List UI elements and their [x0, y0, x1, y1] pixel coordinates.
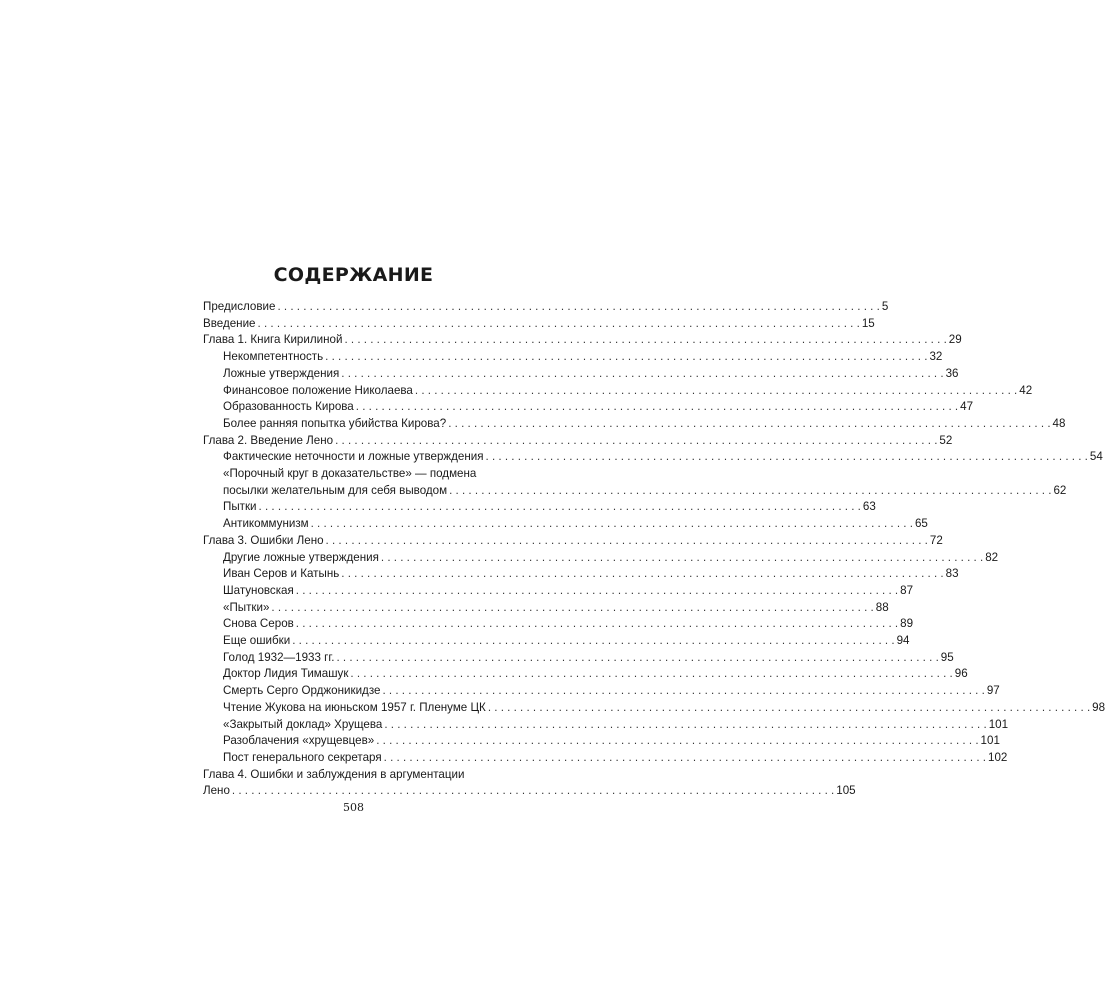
- toc-entry-label: Чтение Жукова на июньском 1957 г. Пленуме ЦК: [223, 700, 486, 714]
- page-title: СОДЕРЖАНИЕ: [273, 264, 434, 286]
- toc-entry-label: «Закрытый доклад» Хрущева: [223, 717, 383, 731]
- toc-dot-leader: [258, 316, 860, 333]
- toc-entry-page: 42: [1019, 383, 1033, 397]
- toc-entry[interactable]: [203, 416, 1066, 433]
- toc-entry[interactable]: [203, 349, 943, 366]
- toc-dot-leader: [381, 550, 983, 567]
- toc-entry-label: Предисловие: [203, 300, 276, 313]
- toc-dot-leader: [296, 616, 898, 633]
- toc-entry-page: 63: [862, 500, 876, 514]
- toc-entry-label: Голод 1932—1933 гг.: [223, 650, 335, 664]
- table-of-contents: [203, 299, 1105, 800]
- toc-dot-leader: [356, 399, 958, 416]
- toc-dot-leader: [232, 783, 834, 800]
- toc-dot-leader: [376, 733, 978, 750]
- toc-entry-label: Снова Серов: [223, 617, 294, 631]
- toc-entry[interactable]: [203, 566, 959, 583]
- toc-entry-label: Шатуновская: [223, 583, 294, 597]
- toc-dot-leader: [341, 566, 943, 583]
- toc-entry[interactable]: [203, 366, 959, 383]
- page-number: 508: [343, 801, 364, 814]
- toc-entry-label: Фактические неточности и ложные утверждения: [223, 450, 484, 464]
- toc-dot-leader: [296, 583, 898, 600]
- toc-entry-page: 97: [986, 684, 1000, 698]
- toc-entry[interactable]: [203, 683, 1000, 700]
- toc-entry-label: Пост генерального секретаря: [223, 750, 382, 764]
- toc-entry[interactable]: [203, 767, 525, 784]
- toc-entry-page: 54: [1089, 450, 1103, 464]
- toc-dot-leader: [382, 683, 984, 700]
- toc-entry-page: 89: [900, 617, 914, 631]
- toc-entry[interactable]: [203, 499, 876, 516]
- toc-entry-label: Введение: [203, 316, 256, 330]
- toc-dot-leader: [335, 433, 937, 450]
- toc-entry-page: 48: [1052, 416, 1066, 430]
- toc-entry-page: 82: [985, 550, 999, 564]
- toc-entry-page: 98: [1092, 700, 1105, 714]
- toc-entry[interactable]: [203, 466, 525, 483]
- toc-entry-label: Образованность Кирова: [223, 400, 354, 414]
- toc-entry[interactable]: [203, 717, 1009, 734]
- toc-entry-label: Глава 3. Ошибки Лено: [203, 533, 324, 547]
- toc-entry-label: Более ранняя попытка убийства Кирова?: [223, 416, 447, 430]
- toc-entry[interactable]: [203, 483, 1067, 500]
- toc-entry-page: 5: [881, 300, 889, 313]
- toc-entry-page: 72: [929, 533, 943, 547]
- toc-entry[interactable]: [203, 433, 953, 450]
- toc-entry-page: 96: [954, 667, 968, 681]
- toc-entry-page: 52: [939, 433, 953, 447]
- toc-entry-page: 101: [988, 717, 1009, 731]
- toc-entry-page: 87: [900, 583, 914, 597]
- toc-dot-leader: [488, 700, 1090, 717]
- toc-entry-page: 15: [861, 316, 875, 330]
- toc-entry-page: 88: [875, 600, 889, 614]
- toc-entry[interactable]: [203, 616, 914, 633]
- toc-entry[interactable]: [203, 516, 928, 533]
- toc-entry[interactable]: [203, 449, 1103, 466]
- toc-entry-page: 95: [940, 650, 954, 664]
- toc-entry-page: 83: [945, 567, 959, 581]
- toc-entry-label: Смерть Серго Орджоникидзе: [223, 684, 381, 698]
- toc-entry-label: Пытки: [223, 500, 257, 514]
- toc-dot-leader: [325, 349, 927, 366]
- toc-entry[interactable]: [203, 700, 1105, 717]
- toc-entry[interactable]: [203, 650, 954, 667]
- toc-entry-label: Глава 1. Книга Кирилиной: [203, 333, 343, 347]
- toc-entry-label: Глава 4. Ошибки и заблуждения в аргументации: [203, 767, 465, 781]
- toc-dot-leader: [415, 383, 1017, 400]
- toc-dot-leader: [326, 533, 928, 550]
- toc-entry-page: 32: [929, 350, 943, 364]
- toc-entry[interactable]: [203, 316, 875, 333]
- toc-entry[interactable]: [203, 633, 910, 650]
- toc-entry-page: 36: [945, 366, 959, 380]
- toc-entry-page: 47: [960, 400, 974, 414]
- toc-entry-page: 105: [836, 784, 856, 798]
- toc-entry-label: Финансовое положение Николаева: [223, 383, 413, 397]
- toc-dot-leader: [277, 299, 879, 316]
- toc-entry[interactable]: [203, 332, 962, 349]
- toc-entry[interactable]: [203, 383, 1033, 400]
- toc-entry[interactable]: [203, 750, 1008, 767]
- toc-entry-page: 62: [1053, 483, 1067, 497]
- toc-entry-label: посылки желательным для себя выводом: [223, 483, 448, 497]
- toc-dot-leader: [311, 516, 913, 533]
- toc-dot-leader: [449, 483, 1051, 500]
- toc-entry-label: Разоблачения «хрущевцев»: [223, 734, 375, 748]
- toc-entry-label: Другие ложные утверждения: [223, 550, 379, 564]
- toc-dot-leader: [292, 633, 894, 650]
- toc-entry[interactable]: [203, 399, 974, 416]
- toc-entry-page: 29: [948, 333, 962, 347]
- toc-dot-leader: [259, 499, 861, 516]
- toc-entry-label: Доктор Лидия Тимашук: [223, 667, 349, 681]
- toc-dot-leader: [384, 750, 986, 767]
- toc-dot-leader: [271, 600, 873, 617]
- toc-entry[interactable]: [203, 583, 914, 600]
- toc-entry-label: Некомпетентность: [223, 350, 324, 364]
- toc-dot-leader: [448, 416, 1050, 433]
- toc-entry-page: 94: [896, 634, 910, 648]
- toc-entry-label: Еще ошибки: [223, 634, 291, 648]
- toc-entry-label: «Пытки»: [223, 600, 270, 614]
- toc-dot-leader: [336, 650, 938, 667]
- toc-entry-label: Антикоммунизм: [223, 517, 309, 531]
- toc-dot-leader: [350, 666, 952, 683]
- toc-entry-label: Иван Серов и Катынь: [223, 567, 340, 581]
- toc-entry-page: 102: [988, 750, 1008, 764]
- toc-entry-label: Ложные утверждения: [223, 366, 340, 380]
- toc-entry[interactable]: [203, 299, 889, 316]
- toc-entry-label: Глава 2. Введение Лено: [203, 433, 334, 447]
- toc-entry[interactable]: [203, 783, 856, 800]
- toc-dot-leader: [341, 366, 943, 383]
- toc-dot-leader: [486, 449, 1088, 466]
- toc-dot-leader: [344, 332, 946, 349]
- toc-dot-leader: [384, 717, 986, 734]
- toc-entry-page: 65: [914, 517, 928, 531]
- toc-entry-label: «Порочный круг в доказательстве» — подмена: [223, 467, 477, 481]
- toc-entry-label: Лено: [203, 784, 230, 798]
- toc-entry[interactable]: [203, 550, 999, 567]
- toc-entry[interactable]: [203, 666, 968, 683]
- toc-entry-page: 101: [980, 734, 1000, 748]
- toc-entry[interactable]: [203, 600, 889, 617]
- toc-entry[interactable]: [203, 533, 943, 550]
- toc-entry[interactable]: [203, 733, 1000, 750]
